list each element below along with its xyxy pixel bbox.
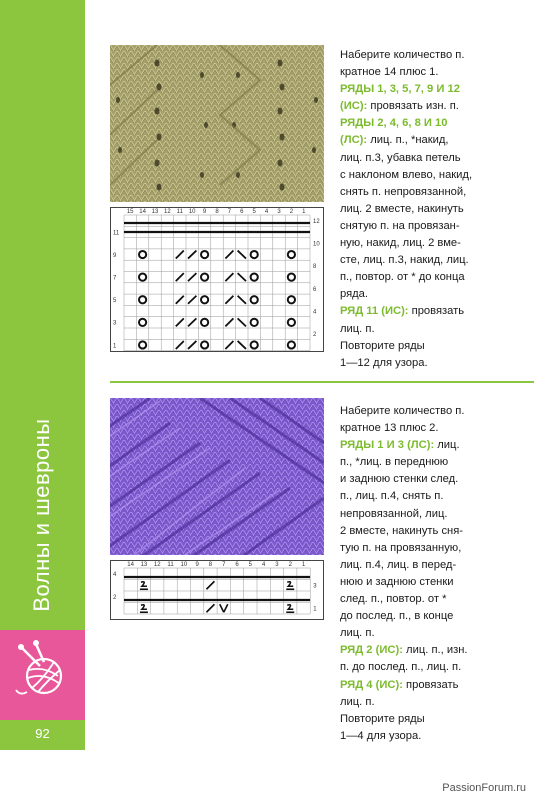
instruction-line xyxy=(340,338,530,355)
instruction-line xyxy=(340,303,530,320)
instruction-text: нюю и заднюю стенки xyxy=(340,575,454,588)
instruction-text: с наклоном влево, накид, xyxy=(340,168,473,181)
column-number: 9 xyxy=(195,562,199,568)
instruction-text: провязать xyxy=(408,305,465,318)
yarn-ball-icon xyxy=(14,640,70,700)
instruction-text: до послед. п., в конце xyxy=(340,610,454,623)
column-number: 4 xyxy=(261,562,266,568)
column-number: 10 xyxy=(188,209,196,215)
instruction-line xyxy=(340,403,530,420)
column-number: 6 xyxy=(235,562,239,568)
instruction-text: снятую п. на провязан- xyxy=(340,219,460,232)
instruction-line xyxy=(340,488,530,505)
row-number: 6 xyxy=(313,286,317,293)
section-title xyxy=(0,400,85,630)
row-number: 10 xyxy=(313,241,320,248)
instruction-text: п., лиц. п.4, снять п. xyxy=(340,490,444,503)
column-number: 2 xyxy=(288,562,292,568)
column-number: 13 xyxy=(151,209,159,215)
instruction-line xyxy=(340,235,530,252)
column-number: 7 xyxy=(227,209,232,215)
instruction-line xyxy=(340,286,530,303)
row-label: РЯД 4 (ИС): xyxy=(340,678,403,691)
instruction-text: ную, накид, лиц. 2 вме- xyxy=(340,237,461,250)
instruction-text: Наберите количество п. xyxy=(340,405,465,417)
row-number: 7 xyxy=(113,275,117,282)
instruction-line xyxy=(340,269,530,286)
row-number: 12 xyxy=(313,219,320,225)
pattern-2-instructions xyxy=(340,403,530,745)
instruction-text: кратное 14 плюс 1. xyxy=(340,66,439,79)
row-number: 9 xyxy=(113,252,117,259)
instruction-line xyxy=(340,540,530,557)
instruction-line xyxy=(340,454,530,471)
row-number: 11 xyxy=(113,230,120,237)
instruction-text: непровязанной, лиц. xyxy=(340,507,448,520)
column-number: 14 xyxy=(127,562,134,568)
instruction-text: п., *лиц. в переднюю xyxy=(340,456,449,469)
instruction-line xyxy=(340,81,530,98)
column-number: 1 xyxy=(301,562,306,568)
instruction-line xyxy=(340,420,530,437)
row-number: 8 xyxy=(313,264,317,271)
instruction-text: лиц. п., *накид, xyxy=(367,134,449,147)
instruction-line xyxy=(340,252,530,269)
instruction-line xyxy=(340,642,530,659)
instruction-text: сте, лиц. п.3, накид, лиц. xyxy=(340,254,469,267)
instruction-line xyxy=(340,608,530,625)
instruction-line xyxy=(340,201,530,218)
instruction-line xyxy=(340,321,530,338)
instruction-line xyxy=(340,132,530,149)
instruction-text: кратное 13 плюс 2. xyxy=(340,422,439,435)
column-number: 8 xyxy=(208,562,213,568)
instruction-line xyxy=(340,437,530,454)
knit-swatch-photo-2 xyxy=(110,398,324,555)
column-number: 12 xyxy=(153,562,161,568)
instruction-text: провязать изн. п. xyxy=(367,100,459,113)
instruction-text: Повторите ряды xyxy=(340,339,425,352)
row-number: 1 xyxy=(313,606,317,613)
instruction-line xyxy=(340,218,530,235)
instruction-text: лиц. п. xyxy=(340,695,375,708)
instruction-text: 1—12 для узора. xyxy=(340,356,428,369)
instruction-text: провязать xyxy=(402,678,459,691)
instruction-text: и заднюю стенки след. xyxy=(340,473,459,486)
column-number: 1 xyxy=(302,209,306,215)
instruction-line xyxy=(340,659,530,676)
column-number: 14 xyxy=(139,209,146,215)
instruction-line xyxy=(340,167,530,184)
instruction-text: лиц. п.4, лиц. в перед- xyxy=(340,558,457,571)
instruction-line xyxy=(340,677,530,694)
column-number: 12 xyxy=(164,209,171,215)
column-number: 11 xyxy=(176,209,183,215)
instruction-line xyxy=(340,150,530,167)
watermark: PassionForum.ru xyxy=(442,782,526,794)
instruction-line xyxy=(340,355,530,372)
row-label: РЯДЫ 2, 4, 6, 8 И 10 xyxy=(340,117,448,130)
instruction-line xyxy=(340,115,530,132)
column-number: 9 xyxy=(202,209,207,215)
row-number: 2 xyxy=(113,595,117,601)
row-label: РЯД 11 (ИС): xyxy=(340,305,409,318)
row-label: РЯДЫ 1 И 3 (ЛС): xyxy=(340,439,435,452)
row-number: 3 xyxy=(313,583,317,590)
page-number: 92 xyxy=(35,726,50,741)
instruction-line xyxy=(340,591,530,608)
instruction-line xyxy=(340,47,530,64)
instruction-line xyxy=(340,184,530,201)
instruction-line xyxy=(340,625,530,642)
column-number: 13 xyxy=(140,562,148,568)
row-label: (ИС): xyxy=(340,100,368,113)
column-number: 3 xyxy=(275,562,279,568)
instruction-text: след. п., повтор. от * xyxy=(340,593,447,606)
section-title-text: Волны и шевроны xyxy=(29,418,54,612)
instruction-line xyxy=(340,471,530,488)
instruction-line xyxy=(340,711,530,728)
row-number: 3 xyxy=(113,320,117,327)
instruction-text: снять п. непровязанной, xyxy=(340,185,467,198)
instruction-text: лиц. xyxy=(434,439,460,452)
instruction-text: ряда. xyxy=(340,288,369,301)
column-number: 7 xyxy=(222,562,226,568)
section-divider xyxy=(110,381,534,383)
row-number: 1 xyxy=(113,343,117,350)
sidebar xyxy=(0,0,85,800)
instruction-text: 1—4 для узора. xyxy=(340,729,422,742)
row-number: 4 xyxy=(113,572,117,578)
pattern-1-instructions xyxy=(340,47,530,372)
instruction-text: тую п. на провязанную, xyxy=(340,541,462,554)
knitting-chart-1 xyxy=(110,207,324,352)
row-number: 5 xyxy=(113,298,117,305)
knit-swatch-photo-1 xyxy=(110,45,324,202)
column-number: 5 xyxy=(248,562,253,568)
column-number: 4 xyxy=(264,209,269,215)
column-number: 3 xyxy=(277,209,281,215)
column-number: 15 xyxy=(126,209,134,215)
knitting-chart-2 xyxy=(110,560,324,620)
instruction-line xyxy=(340,98,530,115)
row-label: РЯДЫ 1, 3, 5, 7, 9 И 12 xyxy=(340,83,460,96)
instruction-text: 2 вместе, накинуть сня- xyxy=(340,524,464,537)
row-label: (ЛС): xyxy=(340,134,368,147)
instruction-line xyxy=(340,574,530,591)
row-number: 2 xyxy=(313,332,317,338)
instruction-text: лиц. п. xyxy=(340,627,375,640)
instruction-text: п. до послед. п., лиц. п. xyxy=(340,661,462,674)
row-number: 4 xyxy=(313,309,317,316)
instruction-line xyxy=(340,64,530,81)
instruction-line xyxy=(340,557,530,574)
column-number: 10 xyxy=(180,562,188,568)
instruction-text: лиц. п. xyxy=(340,322,375,335)
instruction-text: лиц. п.3, убавка петель xyxy=(340,151,461,164)
column-number: 2 xyxy=(289,209,294,215)
instruction-text: лиц. п., изн. xyxy=(402,644,468,657)
column-number: 11 xyxy=(167,562,174,568)
instruction-line xyxy=(340,728,530,745)
instruction-text: п., повтор. от * до конца xyxy=(340,271,465,284)
instruction-text: Наберите количество п. xyxy=(340,49,465,61)
instruction-text: Повторите ряды xyxy=(340,712,425,725)
column-number: 8 xyxy=(215,209,219,215)
instruction-line xyxy=(340,523,530,540)
column-number: 5 xyxy=(252,209,256,215)
row-label: РЯД 2 (ИС): xyxy=(340,644,403,657)
instruction-line xyxy=(340,694,530,711)
instruction-line xyxy=(340,506,530,523)
column-number: 6 xyxy=(240,209,244,215)
instruction-text: лиц. 2 вместе, накинуть xyxy=(340,202,464,215)
